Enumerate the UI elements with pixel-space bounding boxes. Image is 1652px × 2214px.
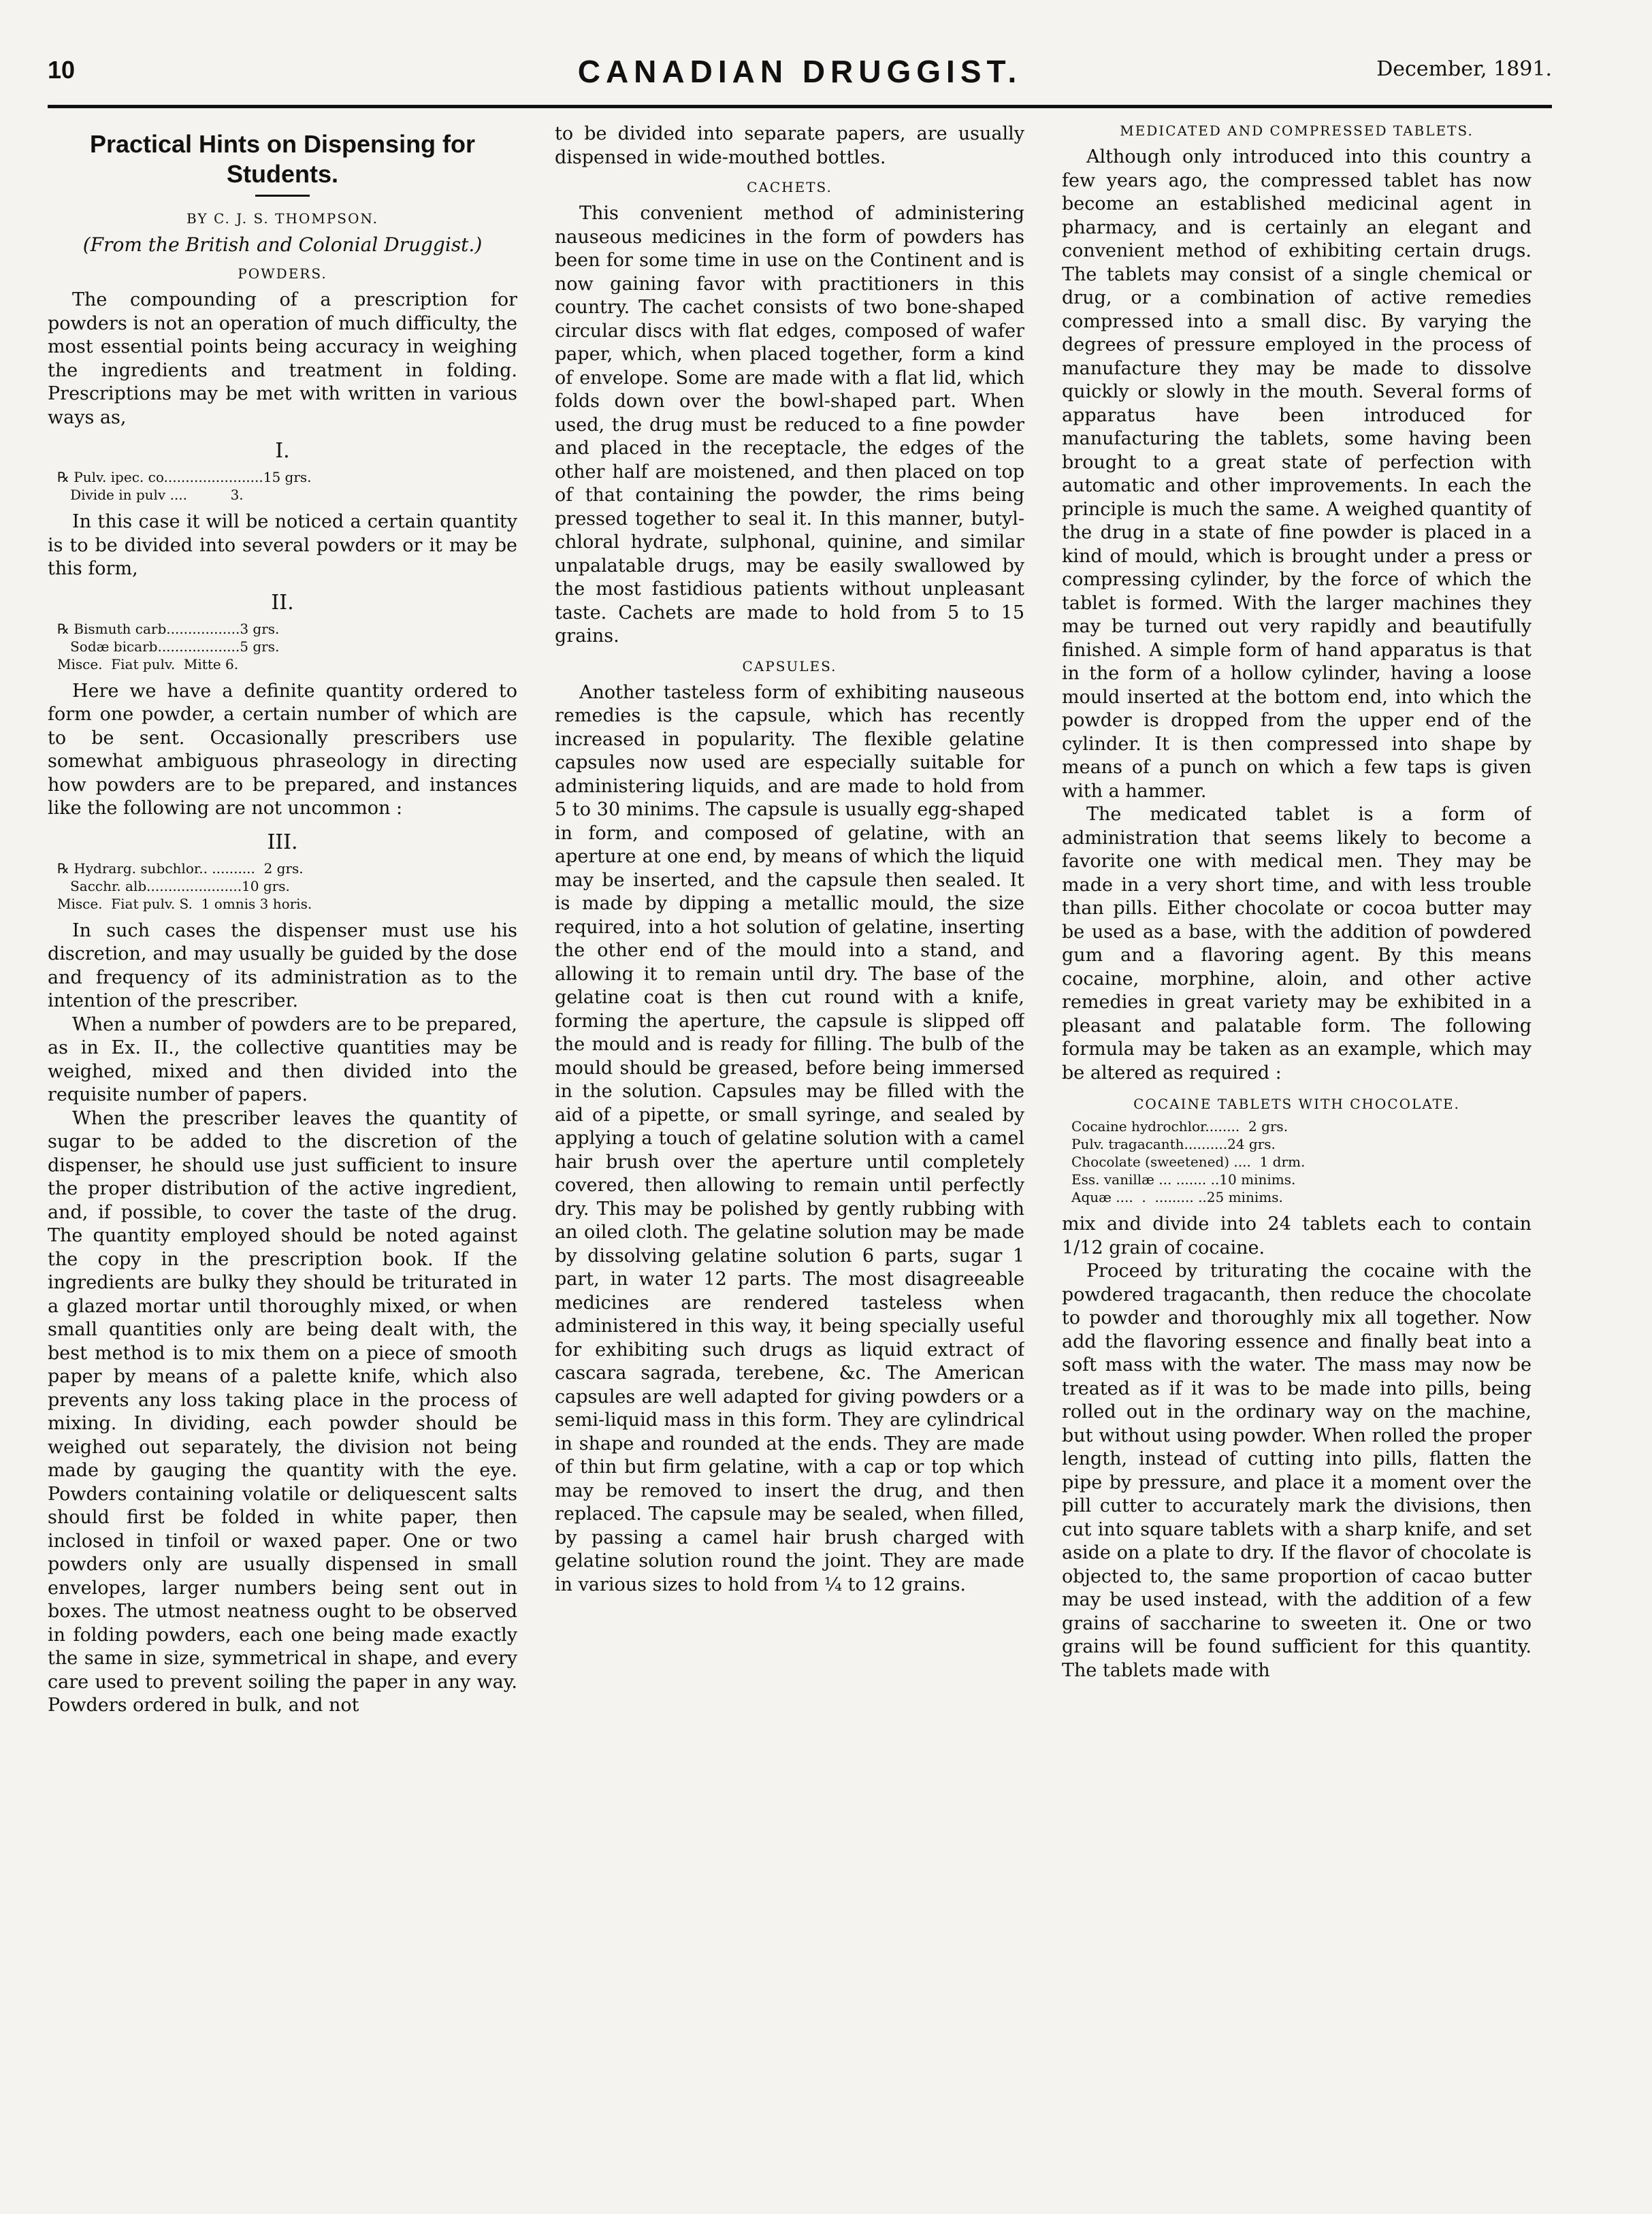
paragraph: In such cases the dispenser must use his discretion, and may usually be guided by the dose and frequency of its administration as to the intention of the prescriber. <box>48 919 517 1011</box>
example-number: II. <box>271 590 294 615</box>
paragraph: This convenient method of administering nauseous medicines in the form of powders has been for some time in use on the Continent and is now gaining favor with practitioners in this country. The cachet consists of two bone-shaped circular discs with flat edges, composed of wafer paper, which, when placed together, form a kind of envelope. Some are made with a flat lid, which folds down over the bowl-shaped part. When used, the drug must be reduced to a fine powder and placed in the receptacle, the edges of the other half are moistened, and then placed on top of that containing the powder, the rims being pressed together to seal it. In this manner, butyl-chloral hydrate, sulphonal, quinine, and similar unpalatable drugs, may be easily swallowed by the most fastidious patients without unpleasant taste. Cachets are made to hold from 5 to 15 grains. <box>555 203 1024 647</box>
article-title: Practical Hints on Dispensing for Students. <box>89 130 476 188</box>
page-number: 10 <box>48 56 76 84</box>
example-number: I. <box>275 439 290 463</box>
prescription-line: Misce. Fiat pulv. S. 1 omnis 3 horis. <box>57 895 312 912</box>
issue-date: December, 1891. <box>1376 57 1552 81</box>
prescription-example <box>57 620 517 673</box>
paragraph: Although only introduced into this country a few years ago, the compressed tablet has now become an established medicinal agent in pharmacy, and is certainly an elegant and convenient method of exhibiting certain drugs. The tablets may consist of a single chemical or drug, or a combination of active remedies compressed into a small disc. By varying the degrees of pressure employed in the process of manufacture they may be made to dissolve quickly or slowly in the mouth. Several forms of apparatus have been introduced for manufacturing the tablets, some having been brought to a great state of perfection with automatic and other improvements. In each the principle is much the same. A weighed quantity of the drug in a state of fine powder is placed in a kind of mould, which is brought under a press or compressing cylinder, by the force of which the tablet is formed. With the larger machines they may be turned out very rapidly and beautifully finished. A simple form of hand apparatus is that in the form of a hollow cylinder, having a loose mould inserted at the bottom end, into which the powder is dropped from the upper end of the cylinder. It is then compressed into shape by means of a punch on which a few taps is given with a hammer. <box>1062 146 1532 802</box>
section-heading-powders: POWDERS. <box>238 265 327 282</box>
paragraph: The compounding of a prescription for powders is not an operation of much difficulty, the most essential points being accuracy in weighing the ingredients and treatment in folding. Prescriptions may be met with written in various ways as, <box>48 289 517 428</box>
paragraph: Here we have a definite quantity ordered to form one powder, a certain number of which are to be sent. Occasionally prescribers use somewhat ambiguous phraseology in directing how powders are to be prepared, and instances like the following are not uncommon : <box>48 680 517 819</box>
section-heading-capsules: CAPSULES. <box>742 657 837 674</box>
paragraph: mix and divide into 24 tablets each to contain 1/12 grain of cocaine. <box>1062 1214 1532 1258</box>
formula-line: Aquæ .... . ......... ..25 minims. <box>1071 1189 1283 1205</box>
masthead: CANADIAN DRUGGIST. <box>577 54 1022 89</box>
prescription-line: ℞ Pulv. ipec. co.......................15 grs. <box>57 469 312 485</box>
title-rule <box>255 195 310 197</box>
prescription-line: ℞ Bismuth carb.................3 grs. <box>57 620 280 637</box>
section-heading-tablets: MEDICATED AND COMPRESSED TABLETS. <box>1120 123 1474 139</box>
paragraph: When a number of powders are to be prepared, as in Ex. II., the collective quantities may be weighed, mixed and then divided into the requisite number of papers. <box>48 1013 517 1105</box>
header-rule <box>48 105 1552 108</box>
article-columns <box>48 123 1552 2198</box>
newspaper-page <box>48 48 1552 2198</box>
prescription-line: Misce. Fiat pulv. Mitte 6. <box>57 655 239 672</box>
formula-line: Ess. vanillæ ... ....... ..10 minims. <box>1071 1171 1296 1188</box>
prescription-line: Sacchr. alb......................10 grs. <box>57 877 290 894</box>
formula <box>1071 1118 1532 1206</box>
source-credit: (From the British and Colonial Druggist.) <box>82 233 483 256</box>
formula-heading: COCAINE TABLETS WITH CHOCOLATE. <box>1133 1096 1460 1112</box>
column-2 <box>555 123 1024 2198</box>
paragraph: Proceed by triturating the cocaine with the powdered tragacanth, then reduce the chocolate to powder and thoroughly mix all together. Now add the flavoring essence and finally beat into a soft mass with the water. The mass may now be treated as if it was to be made into pills, being rolled out in the ordinary way on the machine, but without using powder. When rolled the proper length, instead of cutting into pills, flatten the pipe by pressure, and place it a moment over the pill cutter to accurately mark the divisions, then cut into square tablets with a sharp knife, and set aside on a plate to dry. If the flavor of chocolate is objected to, the same proportion of cacao butter may be used instead, with the addition of a few grains of saccharine to sweeten it. One or two grains will be found sufficient for this quantity. The tablets made with <box>1062 1260 1532 1681</box>
formula-line: Cocaine hydrochlor........ 2 grs. <box>1071 1118 1289 1135</box>
paragraph: When the prescriber leaves the quantity of sugar to be added to the discretion of the dispenser, he should use just sufficient to insure the proper distribution of the active ingredient, and, if possible, to cover the taste of the drug. The quantity employed should be noted against the copy in the prescription book. If the ingredients are bulky they should be triturated in a glazed mortar until thoroughly mixed, or when small quantities only are being dealt with, the best method is to mix them on a piece of smooth paper by means of a palette knife, which also prevents any loss taking place in the process of mixing. In dividing, each powder should be weighed out separately, the division not being made by gauging the quantity with the eye. Powders containing volatile or deliquescent salts should first be folded in white paper, then inclosed in tinfoil or waxed paper. One or two powders only are usually dispensed in small envelopes, larger numbers being sent out in boxes. The utmost neatness ought to be observed in folding powders, each one being made exactly the same in size, symmetrical in shape, and every care used to prevent soiling the paper in any way. Powders ordered in bulk, and not <box>48 1107 517 1716</box>
paragraph: The medicated tablet is a form of administration that seems likely to become a favorite one with medical men. They may be made in a very short time, and with less trouble than pills. Either chocolate or cocoa butter may be used as a base, with the addition of powdered gum and a flavoring agent. By this means cocaine, morphine, aloin, and other active remedies in great variety may be exhibited in a pleasant and palatable form. The following formula may be taken as an example, which may be altered as required : <box>1062 804 1532 1084</box>
prescription-example <box>57 860 517 913</box>
prescription-line: Divide in pulv .... 3. <box>57 487 244 503</box>
formula-line: Pulv. tragacanth..........24 grs. <box>1071 1136 1276 1152</box>
prescription-line: ℞ Hydrarg. subchlor.. .......... 2 grs. <box>57 860 304 877</box>
prescription-line: Sodæ bicarb...................5 grs. <box>57 638 280 655</box>
page-header <box>48 48 1552 102</box>
paragraph: In this case it will be noticed a certain quantity is to be divided into several powders or it may be this form, <box>48 511 517 579</box>
example-number: III. <box>267 830 298 854</box>
column-3 <box>1062 123 1532 2198</box>
paragraph: Another tasteless form of exhibiting nauseous remedies is the capsule, which has recently increased in popularity. The flexible gelatine capsules now used are especially suitable for administering liquids, and are made to hold from 5 to 30 minims. The capsule is usually egg-shaped in form, and composed of gelatine, with an aperture at one end, by means of which the liquid may be inserted, and the capsule then sealed. It is made by dipping a metallic mould, the size required, into a hot solution of gelatine, inserting the other end of the mould into a stand, and allowing it to remain until dry. The base of the gelatine coat is then cut round with a knife, forming the aperture, the capsule is slipped off the mould and is ready for filling. The bulb of the mould should be greased, before being immersed in the solution. Capsules may be filled with the aid of a pipette, or small syringe, and sealed by applying a touch of gelatine solution with a camel hair brush over the aperture until completely covered, then allowing to remain until perfectly dry. This may be polished by gently rubbing with an oiled cloth. The gelatine solution may be made by dissolving gelatine solution 6 parts, sugar 1 part, in water 12 parts. The most disagreeable medicines are rendered tasteless when administered in this way, it being specially useful for exhibiting such drugs as liquid extract of cascara sagrada, terebene, &c. The American capsules are well adapted for giving powders or a semi-liquid mass in this form. They are cylindrical in shape and rounded at the ends. They are made of thin but firm gelatine, with a cap or top which may be removed to insert the drug, and then replaced. The capsule may be sealed, when filled, by passing a camel hair brush charged with gelatine solution round the joint. They are made in various sizes to hold from ¼ to 12 grains. <box>555 681 1024 1595</box>
paragraph: to be divided into separate papers, are usually dispensed in wide-mouthed bottles. <box>555 123 1024 168</box>
prescription-example <box>57 468 517 504</box>
byline: BY C. J. S. THOMPSON. <box>187 210 378 227</box>
column-1 <box>48 123 517 2198</box>
formula-line: Chocolate (sweetened) .... 1 drm. <box>1071 1154 1306 1170</box>
section-heading-cachets: CACHETS. <box>747 179 832 195</box>
